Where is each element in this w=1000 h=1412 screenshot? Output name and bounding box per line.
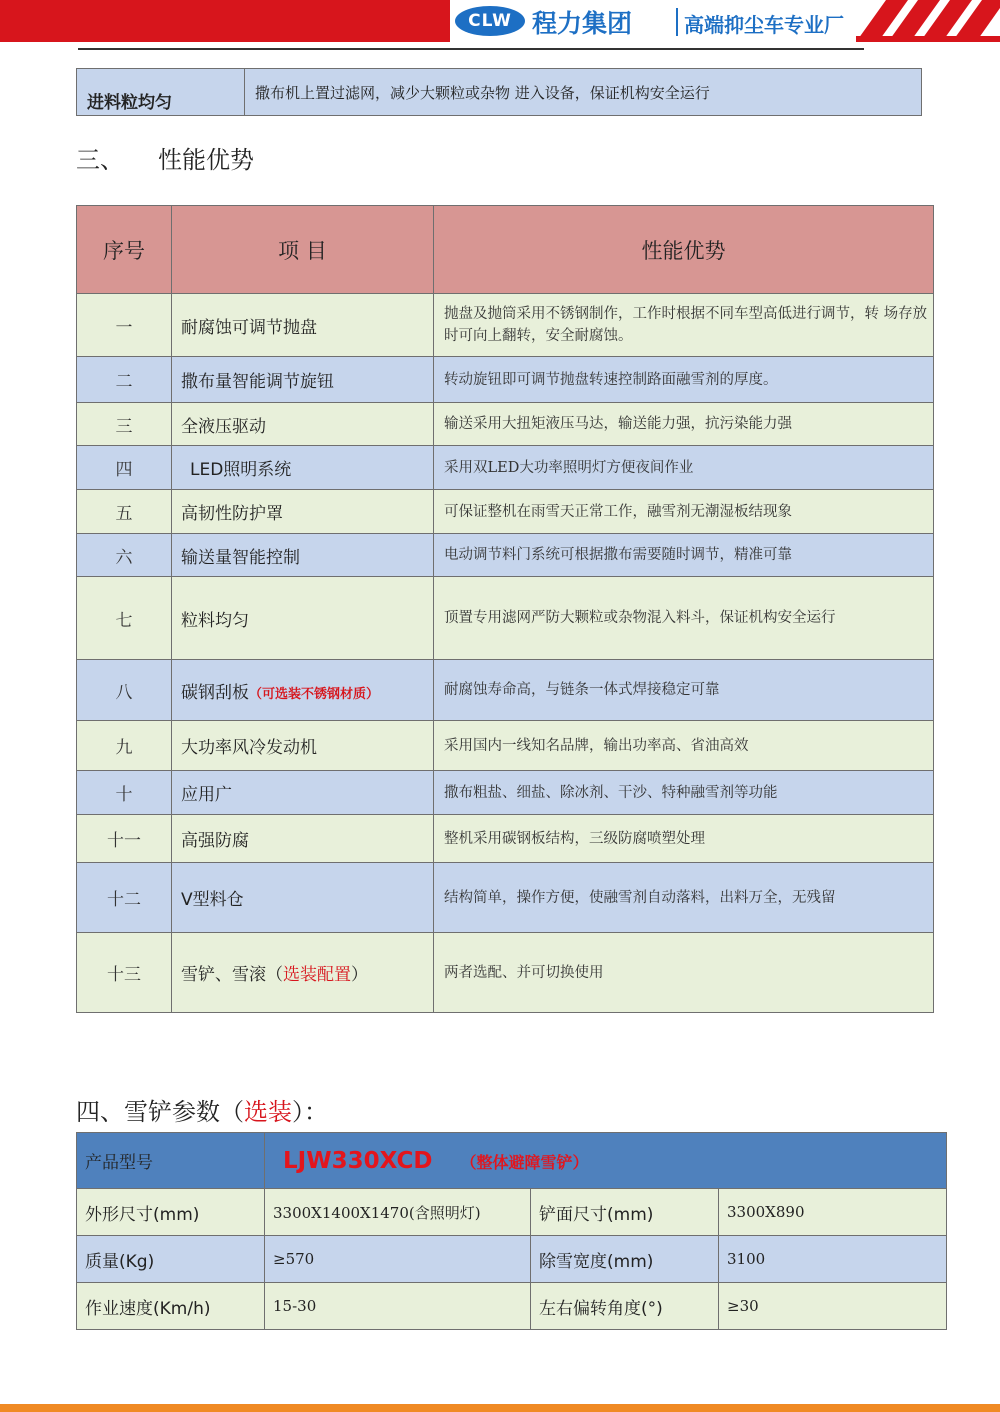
table-row: [77, 357, 934, 403]
table-row: [77, 69, 922, 116]
row-desc: 转动旋钮即可调节抛盘转速控制路面融雪剂的厚度。: [434, 357, 934, 403]
row-item-optional: 选装配置: [283, 965, 351, 985]
model-cell: [265, 1133, 947, 1189]
table-row: [77, 815, 934, 863]
table-row: [77, 1189, 947, 1236]
table-row: [77, 1236, 947, 1283]
top-continuation-table: [76, 68, 922, 116]
header-stripes-icon: [856, 0, 1000, 42]
spec-label: 铲面尺寸(mm): [531, 1189, 719, 1236]
spec-value: ≥30: [719, 1283, 947, 1330]
row-desc: 采用国内一线知名品牌，输出功率高、省油高效: [434, 721, 934, 771]
spec-value: 3300X1400X1470(含照明灯): [265, 1189, 531, 1236]
row-item: 耐腐蚀可调节抛盘: [172, 294, 434, 357]
section-4-optional: 选装: [244, 1098, 292, 1126]
row-desc: 采用双LED大功率照明灯方便夜间作业: [434, 446, 934, 490]
row-item: 撒布量智能调节旋钮: [172, 357, 434, 403]
spec-label: 左右偏转角度(°): [531, 1283, 719, 1330]
spec-label: 质量(Kg): [77, 1236, 265, 1283]
row-no: 二: [77, 357, 172, 403]
spec-value: 15-30: [265, 1283, 531, 1330]
row-no: 十二: [77, 863, 172, 933]
header-advantage: 性能优势: [434, 206, 934, 294]
section-3-number: 三、: [76, 146, 124, 174]
row-item-text: 碳钢刮板: [181, 682, 249, 703]
row-item: LED照明系统: [172, 446, 434, 490]
clw-logo: CLW: [455, 6, 525, 36]
performance-table: [76, 205, 934, 1013]
table-row: [77, 577, 934, 660]
row-item-text: 雪铲、雪滚（: [181, 965, 283, 985]
row-label: 进料粒均匀: [77, 69, 245, 116]
spec-value: ≥570: [265, 1236, 531, 1283]
row-no: 八: [77, 660, 172, 721]
row-desc: 耐腐蚀寿命高，与链条一体式焊接稳定可靠: [434, 660, 934, 721]
row-no: 四: [77, 446, 172, 490]
row-item: 应用广: [172, 771, 434, 815]
row-desc: 两者选配、并可切换使用: [434, 933, 934, 1013]
brand-slogan: 高端抑尘车专业厂: [684, 13, 844, 37]
table-row: [77, 446, 934, 490]
header-red-band: [0, 0, 450, 42]
row-item: 粒料均匀: [172, 577, 434, 660]
header-rule: [78, 48, 864, 50]
table-row: [77, 294, 934, 357]
row-desc: 电动调节料门系统可根据撒布需要随时调节，精准可靠: [434, 534, 934, 577]
model-number: LJW330XCD: [283, 1147, 433, 1174]
brand-name: 程力集团: [532, 9, 633, 38]
spec-label: 除雪宽度(mm): [531, 1236, 719, 1283]
section-3-title: 性能优势: [158, 146, 254, 174]
spec-label: 外形尺寸(mm): [77, 1189, 265, 1236]
row-no: 六: [77, 534, 172, 577]
row-item: V型料仓: [172, 863, 434, 933]
row-item-text-end: ）: [351, 965, 368, 985]
row-item: 全液压驱动: [172, 403, 434, 446]
table-row: [77, 534, 934, 577]
row-no: 十一: [77, 815, 172, 863]
row-desc: 整机采用碳钢板结构，三级防腐喷塑处理: [434, 815, 934, 863]
section-4-title: 四、雪铲参数（: [76, 1098, 244, 1126]
model-note: （整体避障雪铲）: [460, 1152, 589, 1172]
table-row: [77, 403, 934, 446]
spec-value: 3100: [719, 1236, 947, 1283]
row-desc: 可保证整机在雨雪天正常工作，融雪剂无潮湿板结现象: [434, 490, 934, 534]
table-row: [77, 771, 934, 815]
row-item: [172, 933, 434, 1013]
spec-label: 作业速度(Km/h): [77, 1283, 265, 1330]
header-divider: [676, 8, 678, 36]
row-no: 九: [77, 721, 172, 771]
row-item: 输送量智能控制: [172, 534, 434, 577]
header-item: 项 目: [172, 206, 434, 294]
row-no: 七: [77, 577, 172, 660]
row-item: 大功率风冷发动机: [172, 721, 434, 771]
header-no: 序号: [77, 206, 172, 294]
row-desc: 顶置专用滤网严防大颗粒或杂物混入料斗，保证机构安全运行: [434, 577, 934, 660]
spec-value: 3300X890: [719, 1189, 947, 1236]
table-row: [77, 933, 934, 1013]
table-row: [77, 721, 934, 771]
section-4-title-end: ）：: [292, 1098, 328, 1126]
table-row: [77, 863, 934, 933]
table-row: [77, 1283, 947, 1330]
row-item-note: （可选装不锈钢材质）: [249, 686, 380, 702]
model-label: 产品型号: [77, 1133, 265, 1189]
section-4-heading: [76, 1092, 328, 1127]
row-no: 一: [77, 294, 172, 357]
row-desc: 撒布机上置过滤网，减少大颗粒或杂物 进入设备，保证机构安全运行: [245, 69, 922, 116]
footer-bar: [0, 1404, 1000, 1412]
row-item: 高韧性防护罩: [172, 490, 434, 534]
row-item: 高强防腐: [172, 815, 434, 863]
row-desc: 结构简单，操作方便，使融雪剂自动落料，出料万全，无残留: [434, 863, 934, 933]
row-no: 三: [77, 403, 172, 446]
row-no: 五: [77, 490, 172, 534]
row-item: [172, 660, 434, 721]
snowplow-table: [76, 1132, 947, 1330]
table-header-row: [77, 1133, 947, 1189]
table-row: [77, 660, 934, 721]
row-desc: 输送采用大扭矩液压马达，输送能力强，抗污染能力强: [434, 403, 934, 446]
table-row: [77, 490, 934, 534]
section-3-heading: [76, 140, 254, 175]
row-no: 十: [77, 771, 172, 815]
row-desc: 撒布粗盐、细盐、除冰剂、干沙、特种融雪剂等功能: [434, 771, 934, 815]
row-desc: 抛盘及抛筒采用不锈钢制作，工作时根据不同车型高低进行调节，转 场存放时可向上翻转，安全耐腐蚀。: [434, 294, 934, 357]
row-no: 十三: [77, 933, 172, 1013]
table-header-row: [77, 206, 934, 294]
